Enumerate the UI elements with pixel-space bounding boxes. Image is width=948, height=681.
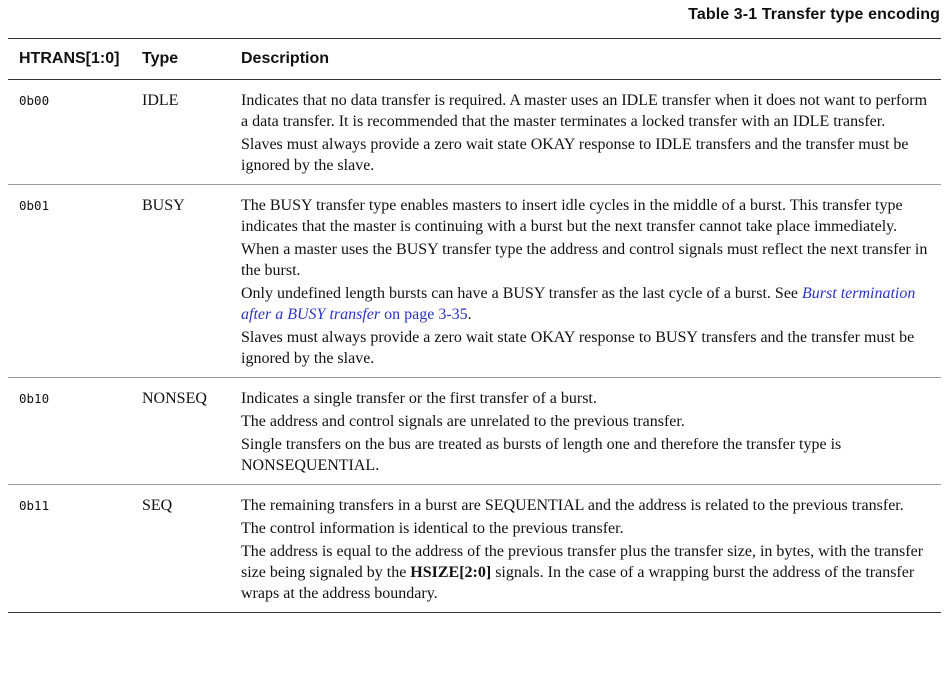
- htrans-code: 0b11: [19, 498, 50, 513]
- description-paragraph: Indicates that no data transfer is required. A master uses an IDLE transfer when it does not want to perform a data transfer. It is recommended that the master terminates a locked transfer with an IDLE transfer.: [241, 92, 928, 130]
- description-paragraph: When a master uses the BUSY transfer type the address and control signals must reflect the next transfer in the burst.: [241, 241, 928, 279]
- description-paragraph: [241, 541, 937, 604]
- description: [232, 495, 941, 606]
- header-description: Description: [241, 50, 330, 67]
- description: [232, 195, 941, 371]
- description-paragraph: Indicates a single transfer or the first transfer of a burst.: [241, 390, 597, 407]
- transfer-type: NONSEQ: [142, 390, 207, 407]
- description-paragraph: Slaves must always provide a zero wait state OKAY response to IDLE transfers and the transfer must be ignored by the slave.: [241, 136, 909, 174]
- description: [232, 90, 941, 178]
- header-htrans: HTRANS[1:0]: [19, 50, 120, 67]
- description-paragraph: The control information is identical to the previous transfer.: [241, 520, 624, 537]
- htrans-code: 0b10: [19, 391, 50, 406]
- paragraph-text: Only undefined length bursts can have a BUSY transfer as the last cycle of a burst. See: [241, 285, 803, 302]
- transfer-type-table: [8, 38, 941, 613]
- table-row: [8, 485, 941, 613]
- description-paragraph: The remaining transfers in a burst are SEQUENTIAL and the address is related to the previous transfer.: [241, 497, 904, 514]
- table-row: [8, 80, 941, 185]
- header-type: Type: [142, 50, 179, 67]
- transfer-type: IDLE: [142, 92, 179, 109]
- table-row: [8, 185, 941, 378]
- description-paragraph: [241, 283, 937, 325]
- paragraph-text: signals. In the case of a wrapping burst the address of the transfer wraps at the address boundary.: [241, 564, 915, 602]
- burst-termination-link[interactable]: Burst termination after a BUSY transfer: [241, 285, 916, 323]
- description-paragraph: The address and control signals are unrelated to the previous transfer.: [241, 413, 685, 430]
- description-paragraph: Slaves must always provide a zero wait state OKAY response to BUSY transfers and the transfer must be ignored by the slave.: [241, 329, 915, 367]
- transfer-type: BUSY: [142, 197, 185, 214]
- paragraph-text: The address is equal to the address of the previous transfer plus the transfer size, in bytes, with the transfer size being signaled by the: [241, 543, 924, 581]
- description: [232, 388, 941, 478]
- page-reference-link[interactable]: on page 3-35: [380, 306, 468, 323]
- hsize-signal-name: HSIZE[2:0]: [410, 564, 492, 581]
- htrans-code: 0b01: [19, 198, 50, 213]
- table-header: [8, 39, 941, 80]
- htrans-code: 0b00: [19, 93, 50, 108]
- description-paragraph: Single transfers on the bus are treated as bursts of length one and therefore the transfer type is NONSEQUENTIAL.: [241, 436, 842, 474]
- table-caption: Table 3-1 Transfer type encoding: [688, 6, 940, 23]
- table-row: [8, 378, 941, 485]
- transfer-type: SEQ: [142, 497, 173, 514]
- paragraph-text: .: [467, 306, 472, 323]
- description-paragraph: The BUSY transfer type enables masters to insert idle cycles in the middle of a burst. This transfer type indicates that the master is continuing with a burst but the next transfer cannot take place immediately.: [241, 197, 903, 235]
